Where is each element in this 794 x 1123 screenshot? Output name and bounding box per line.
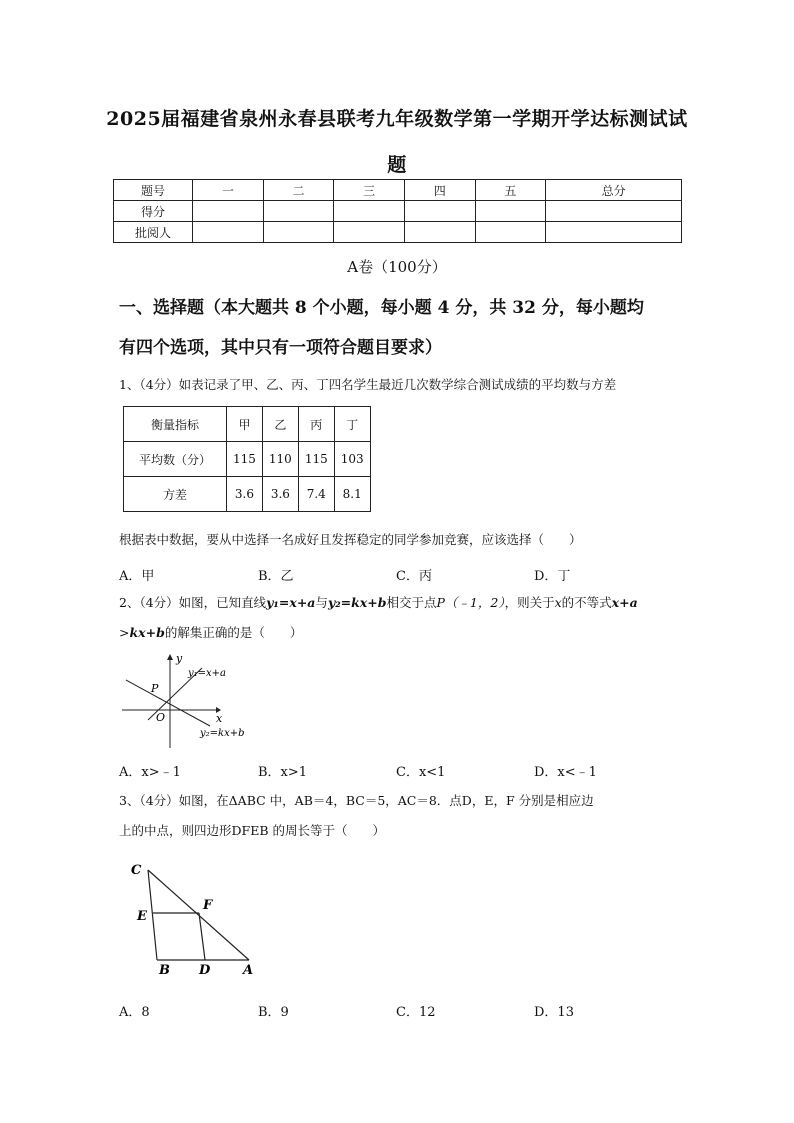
question-3-stem-cont: 上的中点，则四边形DFEB 的周长等于（ ） — [119, 823, 385, 838]
table-cell: 得分 — [114, 201, 193, 222]
section-heading: 一、选择题（本大题共 8 个小题，每小题 4 分，共 32 分，每小题均 — [119, 298, 644, 318]
table-cell: 批阅人 — [114, 222, 193, 243]
equation-y2: y₂=kx+b — [327, 595, 387, 610]
table-cell: 平均数（分） — [124, 442, 227, 477]
option-a[interactable]: A．x>﹣1 — [119, 765, 181, 780]
question-3-stem: 3、（4分）如图，在ΔABC 中，AB＝4，BC＝5，AC＝8．点D，E，F 分别是相应边 — [119, 793, 594, 808]
score-input-cell[interactable] — [334, 201, 405, 222]
table-cell: 丁 — [334, 407, 370, 442]
table-cell: 103 — [334, 442, 370, 477]
table-cell: 题号 — [114, 180, 193, 201]
section-heading-cont: 有四个选项，其中只有一项符合题目要求） — [119, 338, 442, 358]
option-d[interactable]: D．丁 — [534, 569, 571, 584]
stem-text: > — [119, 625, 130, 640]
equation-y1: y₁=x+a — [266, 595, 316, 610]
table-cell: 衡量指标 — [124, 407, 227, 442]
stem-text: 的解集正确的是（ ） — [164, 625, 303, 640]
page-title: 2025届福建省泉州永春县联考九年级数学第一学期开学达标测试试 — [106, 108, 688, 130]
score-table — [113, 179, 682, 243]
score-input-cell[interactable] — [475, 201, 546, 222]
table-cell: 3.6 — [227, 477, 263, 512]
vertex-d: D — [199, 963, 211, 978]
option-d[interactable]: D．13 — [534, 1005, 574, 1020]
stem-text: 2、（4分）如图，已知直线 — [119, 595, 267, 610]
table-cell: 115 — [227, 442, 263, 477]
table-row — [114, 180, 682, 201]
table-row — [124, 442, 371, 477]
table-cell: 五 — [475, 180, 546, 201]
option-c[interactable]: C．12 — [396, 1005, 436, 1020]
grader-input-cell[interactable] — [193, 222, 264, 243]
table-cell: 丙 — [298, 407, 334, 442]
variable-x: x — [554, 595, 562, 610]
grader-input-cell[interactable] — [475, 222, 546, 243]
option-c[interactable]: C．丙 — [396, 569, 432, 584]
option-d[interactable]: D．x<﹣1 — [534, 765, 597, 780]
table-row — [114, 201, 682, 222]
stats-table — [123, 406, 371, 512]
label-x: x — [216, 712, 223, 725]
label-y: y — [176, 652, 183, 665]
option-b[interactable]: B．x>1 — [258, 765, 308, 780]
score-input-cell[interactable] — [546, 201, 682, 222]
score-input-cell[interactable] — [404, 201, 475, 222]
table-cell: 三 — [334, 180, 405, 201]
option-a[interactable]: A．8 — [119, 1005, 150, 1020]
table-row — [114, 222, 682, 243]
score-input-cell[interactable] — [263, 201, 334, 222]
paper-a-heading: A卷（100分） — [347, 258, 447, 276]
y-axis-arrow-icon — [167, 654, 173, 660]
label-line-y1: y₁=x+a — [188, 668, 227, 679]
question-2-stem — [119, 588, 689, 618]
table-cell: 乙 — [262, 407, 298, 442]
table-cell: 115 — [298, 442, 334, 477]
option-a[interactable]: A．甲 — [119, 569, 155, 584]
grader-input-cell[interactable] — [404, 222, 475, 243]
stem-text: ，则关于 — [504, 595, 555, 610]
vertex-e: E — [137, 909, 147, 924]
page-title-cont: 题 — [387, 154, 407, 176]
side-ca — [148, 870, 249, 960]
table-row — [124, 477, 371, 512]
question-2-stem-cont — [119, 618, 689, 648]
label-line-y2: y₂=kx+b — [200, 728, 245, 739]
vertex-c: C — [131, 863, 142, 878]
stem-text: 的不等式 — [561, 595, 612, 610]
table-cell: 方差 — [124, 477, 227, 512]
side-cb — [148, 870, 157, 960]
table-cell: 甲 — [227, 407, 263, 442]
label-p: P — [151, 682, 159, 695]
grader-input-cell[interactable] — [546, 222, 682, 243]
table-cell: 110 — [262, 442, 298, 477]
table-cell: 总分 — [546, 180, 682, 201]
table-cell: 二 — [263, 180, 334, 201]
q3-figure — [125, 858, 265, 978]
option-b[interactable]: B．乙 — [258, 569, 294, 584]
question-1-prompt: 根据表中数据，要从中选择一名成好且发挥稳定的同学参加竞赛，应该选择（ ） — [119, 532, 582, 547]
question-1-stem: 1、（4分）如表记录了甲、乙、丙、丁四名学生最近几次数学综合测试成绩的平均数与方差 — [119, 377, 617, 392]
line-y2 — [126, 680, 210, 726]
option-c[interactable]: C．x<1 — [396, 765, 446, 780]
inequality-left: x+a — [611, 595, 638, 610]
vertex-a: A — [243, 963, 254, 978]
label-o: O — [156, 711, 166, 724]
table-row — [124, 407, 371, 442]
table-cell: 8.1 — [334, 477, 370, 512]
table-cell: 一 — [193, 180, 264, 201]
table-cell: 四 — [404, 180, 475, 201]
score-input-cell[interactable] — [193, 201, 264, 222]
option-b[interactable]: B．9 — [258, 1005, 289, 1020]
grader-input-cell[interactable] — [263, 222, 334, 243]
inequality-right: kx+b — [129, 625, 165, 640]
grader-input-cell[interactable] — [334, 222, 405, 243]
table-cell: 7.4 — [298, 477, 334, 512]
stem-text: 相交于点 — [386, 595, 437, 610]
q2-figure — [118, 650, 268, 750]
vertex-f: F — [203, 898, 213, 913]
stem-text: 与 — [315, 595, 328, 610]
point-p: P（﹣1，2） — [436, 595, 505, 610]
table-cell: 3.6 — [262, 477, 298, 512]
vertex-b: B — [159, 963, 170, 978]
